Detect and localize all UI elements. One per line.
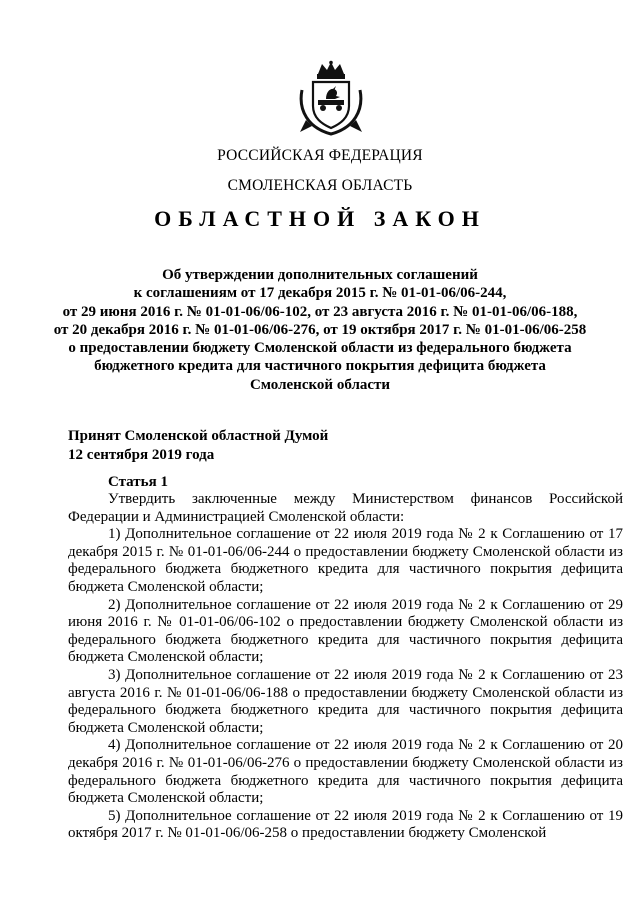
title-line: Об утверждении дополнительных соглашений [162,267,478,283]
title-line: бюджетного кредита для частичного покрытия дефицита бюджета [94,358,546,375]
adoption-info [68,427,328,465]
article-heading: Статья 1 [108,474,168,490]
article-paragraph: Утвердить заключенные между Министерством финансов Российской Федерации и Администрацией Смоленской области: [68,491,623,525]
law-subject-title [0,266,640,394]
article-body [68,491,623,843]
federation-header: РОССИЙСКАЯ ФЕДЕРАЦИЯ [217,147,423,164]
adopted-by: Принят Смоленской областной Думой [68,428,329,444]
article-paragraph: 4) Дополнительное соглашение от 22 июля 2019 года № 2 к Соглашению от 20 декабря 2016 г. № 01-01-06/06-276 о предоставлении бюджету Смоленской области из федерального бюджета бюджетного кредита для частичного покрытия дефицита бюджета Смоленской области; [68,737,623,807]
title-line: от 29 июня 2016 г. № 01-01-06/06-102, от 23 августа 2016 г. № 01-01-06/06-188, [62,303,578,320]
title-line: о предоставлении бюджету Смоленской области из федерального бюджета [68,340,572,357]
law-type-title: ОБЛАСТНОЙ ЗАКОН [154,206,486,231]
title-line: Смоленской области [249,376,391,393]
article-paragraph: 2) Дополнительное соглашение от 22 июля 2019 года № 2 к Соглашению от 29 июня 2016 г. № 01-01-06/06-102 о предоставлении бюджету Смоленской области из федерального бюджета бюджетного кредита для частичного покрытия дефицита бюджета Смоленской области; [68,596,623,666]
article-paragraph: 5) Дополнительное соглашение от 22 июля 2019 года № 2 к Соглашению от 19 октября 2017 г. № 01-01-06/06-258 о предоставлении бюджету Смоленской [68,807,623,842]
article-paragraph: 3) Дополнительное соглашение от 22 июля 2019 года № 2 к Соглашению от 23 августа 2016 г. № 01-01-06/06-188 о предоставлении бюджету Смоленской области из федерального бюджета бюджетного кредита для частичного покрытия дефицита бюджета Смоленской области; [68,666,623,736]
region-header: СМОЛЕНСКАЯ ОБЛАСТЬ [227,177,413,194]
article-paragraph: 1) Дополнительное соглашение от 22 июля 2019 года № 2 к Соглашению от 17 декабря 2015 г. № 01-01-06/06-244 о предоставлении бюджету Смоленской области из федерального бюджета бюджетного кредита для частичного покрытия дефицита бюджета Смоленской области; [68,526,623,595]
title-line: к соглашениям от 17 декабря 2015 г. № 01-01-06/06-244, [133,285,507,302]
title-line: от 20 декабря 2016 г. № 01-01-06/06-276, от 19 октября 2017 г. № 01-01-06/06-258 [53,321,587,338]
smolensk-coat-of-arms-icon [296,60,366,136]
adopted-date: 12 сентября 2019 года [68,447,215,463]
